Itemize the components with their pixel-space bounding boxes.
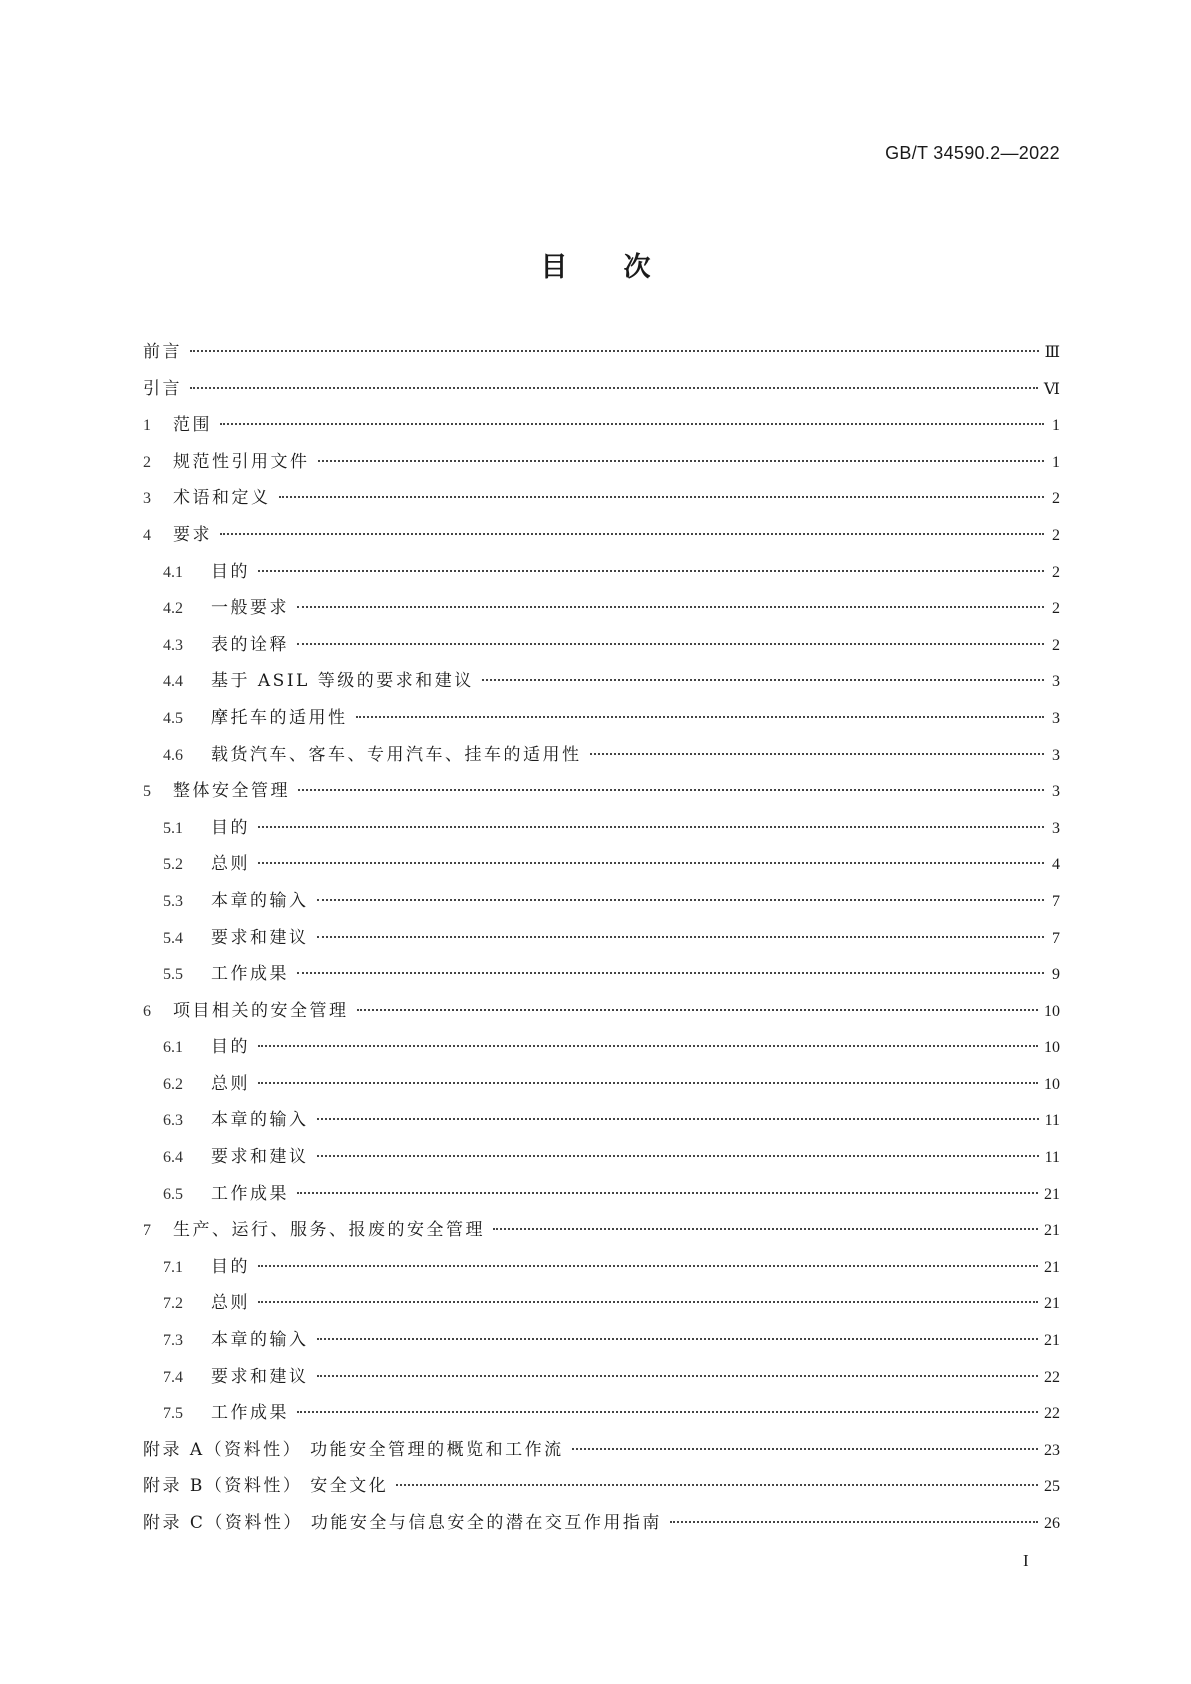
toc-entry[interactable] — [143, 447, 1060, 484]
toc-entry-page: 2 — [1052, 563, 1060, 581]
toc-entry-page: 3 — [1052, 819, 1060, 837]
toc-entry-label: 工作成果 — [211, 1403, 289, 1424]
toc-entry-label: 项目相关的安全管理 — [173, 1000, 349, 1021]
toc-entry-label: 本章的输入 — [211, 890, 309, 911]
toc-entry-page: 21 — [1044, 1295, 1060, 1313]
toc-entry-number: 7.3 — [163, 1332, 183, 1350]
toc-entry-label: 规范性引用文件 — [173, 451, 310, 472]
toc-entry-number: 7.2 — [163, 1295, 183, 1313]
toc-entry[interactable] — [143, 886, 1060, 923]
toc-entry[interactable] — [143, 1069, 1060, 1106]
toc-entry-page: 3 — [1052, 783, 1060, 801]
toc-dot-leader — [258, 1045, 1038, 1047]
toc-entry-label: 目的 — [211, 817, 250, 838]
toc-entry-number: 4.2 — [163, 600, 183, 618]
toc-entry[interactable] — [143, 593, 1060, 630]
toc-entry-page: 2 — [1052, 490, 1060, 508]
toc-entry-number: 3 — [143, 490, 151, 508]
toc-dot-leader — [317, 1118, 1039, 1120]
toc-entry-page: 3 — [1052, 746, 1060, 764]
toc-entry-number: 7.5 — [163, 1405, 183, 1423]
toc-entry-page: 7 — [1052, 929, 1060, 947]
toc-entry-page: 2 — [1052, 636, 1060, 654]
page-title: 目次 — [540, 252, 707, 283]
toc-entry-page: 10 — [1044, 1075, 1060, 1093]
toc-dot-leader — [297, 643, 1044, 645]
toc-entry[interactable] — [143, 1471, 1060, 1508]
toc-dot-leader — [297, 606, 1044, 608]
toc-entry[interactable] — [143, 557, 1060, 594]
toc-dot-leader — [493, 1228, 1038, 1230]
toc-entry[interactable] — [143, 1325, 1060, 1362]
toc-entry[interactable] — [143, 740, 1060, 777]
toc-dot-leader — [258, 826, 1044, 828]
toc-entry-label: 附录 B（资料性） 安全文化 — [143, 1476, 389, 1497]
toc-entry-label: 前言 — [143, 342, 182, 362]
toc-dot-leader — [356, 716, 1045, 718]
toc-entry-label: 目的 — [211, 561, 250, 582]
toc-dot-leader — [190, 350, 1039, 352]
toc-dot-leader — [258, 1082, 1038, 1084]
toc-entry-page: 22 — [1044, 1405, 1060, 1423]
toc-entry-number: 4.6 — [163, 746, 183, 764]
toc-entry-page: 1 — [1052, 453, 1060, 471]
toc-entry[interactable] — [143, 1252, 1060, 1289]
toc-entry-page: 3 — [1052, 709, 1060, 727]
table-of-contents — [143, 337, 1060, 1545]
toc-entry[interactable] — [143, 1288, 1060, 1325]
toc-dot-leader — [279, 496, 1045, 498]
toc-entry-label: 术语和定义 — [173, 488, 271, 509]
toc-entry-number: 4.4 — [163, 673, 183, 691]
toc-entry-page: 4 — [1052, 856, 1060, 874]
toc-entry-number: 4 — [143, 526, 151, 544]
toc-entry-number: 7.1 — [163, 1258, 183, 1276]
toc-entry-label: 工作成果 — [211, 1183, 289, 1204]
toc-entry-number: 5.4 — [163, 929, 183, 947]
toc-dot-leader — [297, 1411, 1038, 1413]
toc-entry-label: 一般要求 — [211, 598, 289, 619]
toc-entry-label: 总则 — [211, 854, 250, 875]
toc-dot-leader — [396, 1484, 1038, 1486]
toc-entry-label: 引言 — [143, 378, 182, 399]
toc-entry-label: 要求 — [173, 524, 212, 545]
toc-entry[interactable] — [143, 666, 1060, 703]
toc-entry[interactable] — [143, 1362, 1060, 1399]
toc-entry-label: 要求和建议 — [211, 1366, 309, 1387]
toc-entry[interactable] — [143, 923, 1060, 960]
toc-entry-page: 11 — [1044, 1149, 1060, 1167]
toc-dot-leader — [572, 1448, 1038, 1450]
toc-dot-leader — [590, 753, 1045, 755]
toc-entry-number: 6.4 — [163, 1149, 183, 1167]
toc-dot-leader — [297, 972, 1044, 974]
toc-entry[interactable] — [143, 996, 1060, 1033]
toc-entry-page: 2 — [1052, 600, 1060, 618]
toc-entry-label: 附录 C（资料性） 功能安全与信息安全的潜在交互作用指南 — [143, 1513, 662, 1533]
toc-entry-number: 5.5 — [163, 966, 183, 984]
toc-entry-page: 2 — [1052, 526, 1060, 544]
toc-entry-number: 5.1 — [163, 819, 183, 837]
toc-entry-label: 摩托车的适用性 — [211, 707, 348, 728]
toc-dot-leader — [258, 1301, 1038, 1303]
standard-code: GB/T 34590.2—2022 — [885, 143, 1060, 163]
toc-entry[interactable] — [143, 813, 1060, 850]
toc-entry[interactable] — [143, 483, 1060, 520]
toc-entry[interactable] — [143, 1179, 1060, 1216]
toc-entry-page: 10 — [1044, 1002, 1060, 1020]
toc-entry[interactable] — [143, 1105, 1060, 1142]
toc-dot-leader — [258, 1265, 1038, 1267]
toc-entry-page: 21 — [1044, 1332, 1060, 1350]
toc-entry-number: 6 — [143, 1002, 151, 1020]
toc-entry[interactable] — [143, 1508, 1060, 1545]
toc-entry-label: 要求和建议 — [211, 927, 309, 948]
toc-entry[interactable] — [143, 703, 1060, 740]
toc-entry-number: 6.5 — [163, 1185, 183, 1203]
toc-entry-page: 7 — [1052, 892, 1060, 910]
toc-entry-label: 工作成果 — [211, 964, 289, 985]
toc-entry-number: 4.1 — [163, 563, 183, 581]
toc-entry-number: 2 — [143, 453, 151, 471]
toc-entry-number: 5 — [143, 783, 151, 801]
toc-entry-page: Ⅲ — [1044, 344, 1060, 361]
toc-dot-leader — [317, 1375, 1039, 1377]
toc-entry[interactable] — [143, 630, 1060, 667]
toc-entry-page: 23 — [1044, 1441, 1060, 1459]
toc-dot-leader — [258, 570, 1044, 572]
toc-entry-label: 目的 — [211, 1037, 250, 1058]
toc-entry[interactable] — [143, 849, 1060, 886]
toc-entry-label: 生产、运行、服务、报废的安全管理 — [173, 1220, 485, 1241]
toc-entry-label: 附录 A（资料性） 功能安全管理的概览和工作流 — [143, 1439, 564, 1460]
toc-entry-label: 表的诠释 — [211, 634, 289, 655]
toc-entry[interactable] — [143, 1215, 1060, 1252]
toc-entry[interactable] — [143, 1435, 1060, 1472]
toc-dot-leader — [318, 460, 1045, 462]
toc-entry[interactable] — [143, 374, 1060, 411]
toc-dot-leader — [258, 862, 1044, 864]
toc-entry-page: 9 — [1052, 966, 1060, 984]
toc-entry-label: 总则 — [211, 1073, 250, 1094]
toc-dot-leader — [220, 533, 1044, 535]
toc-entry-number: 6.2 — [163, 1075, 183, 1093]
toc-entry-label: 整体安全管理 — [173, 781, 290, 802]
toc-entry-number: 5.2 — [163, 856, 183, 874]
toc-entry-label: 本章的输入 — [211, 1330, 309, 1351]
toc-entry-number: 4.5 — [163, 709, 183, 727]
toc-entry-number: 7.4 — [163, 1368, 183, 1386]
toc-entry[interactable] — [143, 776, 1060, 813]
toc-entry-label: 范围 — [173, 415, 212, 436]
toc-entry[interactable] — [143, 410, 1060, 447]
toc-entry[interactable] — [143, 959, 1060, 996]
toc-entry-page: 21 — [1044, 1185, 1060, 1203]
toc-entry-page: Ⅵ — [1043, 380, 1060, 398]
toc-dot-leader — [357, 1009, 1039, 1011]
toc-entry-number: 6.3 — [163, 1112, 183, 1130]
toc-entry-page: 21 — [1044, 1222, 1060, 1240]
toc-entry-number: 4.3 — [163, 636, 183, 654]
toc-entry-label: 目的 — [211, 1256, 250, 1277]
page-number: I — [1023, 1551, 1029, 1570]
toc-entry-number: 5.3 — [163, 892, 183, 910]
toc-entry-page: 11 — [1044, 1112, 1060, 1130]
toc-entry-page: 1 — [1052, 417, 1060, 435]
toc-entry-page: 10 — [1044, 1039, 1060, 1057]
toc-dot-leader — [317, 936, 1045, 938]
toc-dot-leader — [317, 1338, 1039, 1340]
toc-dot-leader — [220, 423, 1044, 425]
toc-entry-page: 22 — [1044, 1368, 1060, 1386]
toc-entry-label: 要求和建议 — [211, 1147, 309, 1168]
toc-dot-leader — [298, 789, 1044, 791]
toc-entry-label: 总则 — [211, 1293, 250, 1314]
toc-entry-number: 1 — [143, 417, 151, 435]
toc-dot-leader — [297, 1192, 1038, 1194]
toc-entry-label: 基于 ASIL 等级的要求和建议 — [211, 671, 474, 692]
toc-entry-number: 6.1 — [163, 1039, 183, 1057]
toc-entry-number: 7 — [143, 1222, 151, 1240]
toc-entry[interactable] — [143, 520, 1060, 557]
toc-entry[interactable] — [143, 337, 1060, 374]
toc-entry-page: 21 — [1044, 1258, 1060, 1276]
toc-dot-leader — [317, 899, 1045, 901]
toc-entry-page: 25 — [1044, 1478, 1060, 1496]
toc-entry-label: 本章的输入 — [211, 1110, 309, 1131]
toc-entry-label: 载货汽车、客车、专用汽车、挂车的适用性 — [211, 744, 582, 765]
toc-dot-leader — [670, 1521, 1038, 1523]
toc-dot-leader — [190, 387, 1038, 389]
toc-entry-page: 26 — [1044, 1515, 1060, 1532]
toc-entry[interactable] — [143, 1032, 1060, 1069]
toc-entry-page: 3 — [1052, 673, 1060, 691]
toc-dot-leader — [317, 1155, 1039, 1157]
toc-entry[interactable] — [143, 1142, 1060, 1179]
toc-entry[interactable] — [143, 1398, 1060, 1435]
toc-dot-leader — [482, 679, 1044, 681]
